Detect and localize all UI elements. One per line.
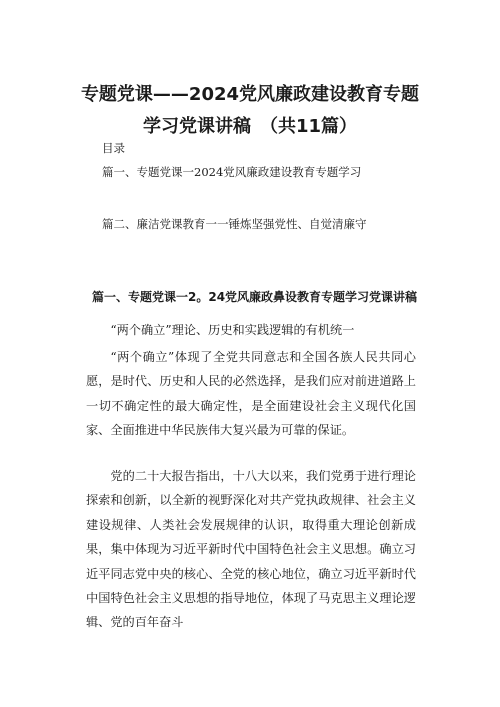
document-title-line-2: 学习党课讲稿 （共11篇） — [142, 116, 358, 137]
section-heading: 篇一、专题党课一2。24党风廉政鼻设教育专题学习党课讲稿 — [92, 290, 418, 304]
toc-label: 目录 — [102, 141, 125, 155]
document-title-line-1: 专题党课——2024党风廉政建设教育专题 — [80, 84, 420, 105]
paragraph-3: 党的二十大报告指出，十八大以来，我们党勇于进行理论探索和创新，以全新的视野深化对共产党执政规律、社会主义建设规律、人类社会发展规律的认识，取得重大理论创新成果，集中体现为习近平新时代中国特色社会主义思想。确立习近平同志党中央的核心、全党的核心地位，确立习近平新时代中国特色社会主义思想的指导地位，体现了马克思主义理论逻辑、党的百年奋斗 — [86, 469, 416, 630]
toc-item-2: 篇二、廉洁党课教育一一锤炼坚强党性、自觉清廉守 — [102, 217, 367, 231]
paragraph-1: “两个确立”理论、历史和实践逻辑的有机统一 — [110, 323, 355, 337]
toc-item-1: 篇一、专题党课一2024党风廉政建设教育专题学习 — [102, 165, 362, 179]
paragraph-2: “两个确立”体现了全党共同意志和全国各族人民共同心愿，是时代、历史和人民的必然选择，是我们应对前进道路上一切不确定性的最大确定性，是全面建设社会主义现代化国家、全面推进中华民族伟大复兴最为可靠的保证。 — [86, 350, 416, 438]
